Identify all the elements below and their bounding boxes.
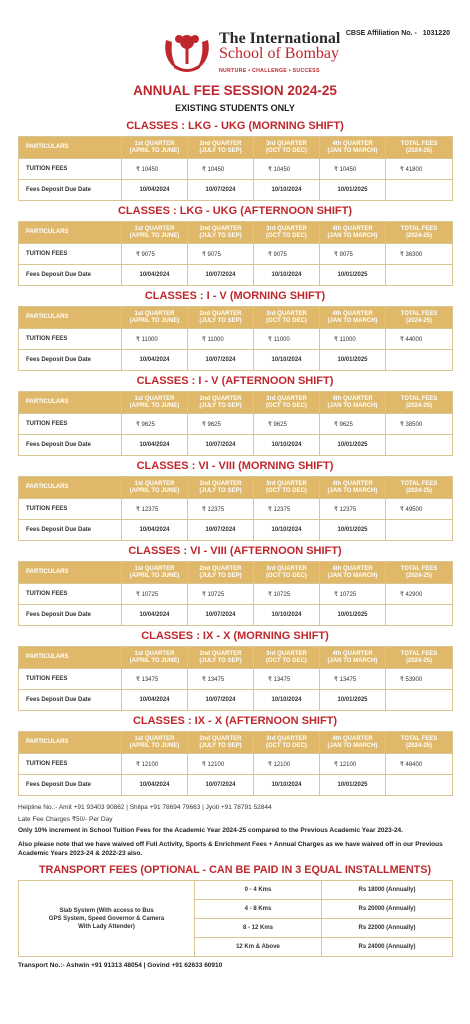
- col-header-line1: TOTAL FEES: [400, 480, 438, 487]
- due-date: 10/10/2024: [254, 690, 320, 711]
- empty-cell: [386, 520, 453, 541]
- due-date: 10/01/2025: [320, 180, 386, 201]
- quarter-fee: ₹ 10725: [122, 584, 188, 605]
- header-row: [19, 222, 453, 244]
- header-row: [19, 307, 453, 329]
- col-header-line2: (JAN TO MARCH): [327, 147, 378, 154]
- col-header-line1: TOTAL FEES: [400, 225, 438, 232]
- col-header-line2: (JULY TO SEP): [199, 402, 242, 409]
- total-fee: ₹ 41800: [386, 159, 453, 180]
- tuition-label: TUITION FEES: [19, 669, 122, 690]
- due-date: 10/04/2024: [122, 265, 188, 286]
- col-header-line1: 3rd QUARTER: [266, 395, 307, 402]
- col-header-line2: (OCT TO DEC): [266, 317, 307, 324]
- quarter-fee: ₹ 10450: [254, 159, 320, 180]
- col-header-5: [386, 222, 453, 244]
- due-date-row: [19, 520, 453, 541]
- col-header-line2: (2024-25): [405, 572, 432, 579]
- col-header-line1: 3rd QUARTER: [266, 565, 307, 572]
- col-header-line1: 2nd QUARTER: [199, 140, 242, 147]
- col-header-line2: (2024-25): [405, 487, 432, 494]
- tuition-row: [19, 329, 453, 350]
- quarter-fee: ₹ 9625: [254, 414, 320, 435]
- fee-table: [18, 561, 453, 626]
- quarter-fee: ₹ 11000: [320, 329, 386, 350]
- fee-table: [18, 136, 453, 201]
- due-date: 10/07/2024: [188, 180, 254, 201]
- due-date: 10/01/2025: [320, 520, 386, 541]
- col-header-5: [386, 477, 453, 499]
- header-row: [19, 562, 453, 584]
- quarter-fee: ₹ 9625: [188, 414, 254, 435]
- col-header-line2: (APRIL TO JUNE): [129, 317, 180, 324]
- quarter-fee: ₹ 13475: [254, 669, 320, 690]
- col-header-4: [320, 647, 386, 669]
- col-header-line2: (OCT TO DEC): [266, 742, 307, 749]
- deposit-label: Fees Deposit Due Date: [19, 690, 122, 711]
- tuition-row: [19, 584, 453, 605]
- col-header-line1: 1st QUARTER: [134, 735, 175, 742]
- col-header-1: [122, 732, 188, 754]
- col-header-4: [320, 392, 386, 414]
- quarter-fee: ₹ 12100: [320, 754, 386, 775]
- col-header-line1: 3rd QUARTER: [266, 225, 307, 232]
- col-header-2: [188, 562, 254, 584]
- due-date-row: [19, 690, 453, 711]
- transport-fee: Rs 18000 (Annually): [322, 881, 453, 900]
- quarter-fee: ₹ 13475: [188, 669, 254, 690]
- total-fee: ₹ 36300: [386, 244, 453, 265]
- due-date: 10/04/2024: [122, 180, 188, 201]
- col-header-4: [320, 222, 386, 244]
- quarter-fee: ₹ 12100: [254, 754, 320, 775]
- class-title: CLASSES : LKG - UKG (MORNING SHIFT): [126, 120, 344, 132]
- distance-range: 4 - 8 Kms: [195, 900, 322, 919]
- total-fee: ₹ 49500: [386, 499, 453, 520]
- quarter-fee: ₹ 9075: [254, 244, 320, 265]
- tagline: NURTURE • CHALLENGE • SUCCESS: [219, 68, 320, 74]
- quarter-fee: ₹ 12100: [188, 754, 254, 775]
- class-title: CLASSES : IX - X (MORNING SHIFT): [141, 630, 329, 642]
- due-date: 10/04/2024: [122, 350, 188, 371]
- tuition-label: TUITION FEES: [19, 414, 122, 435]
- col-header-4: [320, 562, 386, 584]
- col-particulars: PARTICULARS: [19, 137, 122, 159]
- col-header-line2: (APRIL TO JUNE): [129, 572, 180, 579]
- col-header-2: [188, 732, 254, 754]
- due-date: 10/01/2025: [320, 690, 386, 711]
- tuition-row: [19, 159, 453, 180]
- tuition-label: TUITION FEES: [19, 329, 122, 350]
- total-fee: ₹ 44000: [386, 329, 453, 350]
- col-header-line1: TOTAL FEES: [400, 565, 438, 572]
- subtitle: EXISTING STUDENTS ONLY: [175, 103, 295, 113]
- col-header-5: [386, 137, 453, 159]
- due-date: 10/10/2024: [254, 180, 320, 201]
- header: [18, 0, 452, 80]
- due-date-row: [19, 435, 453, 456]
- col-header-line2: (APRIL TO JUNE): [129, 657, 180, 664]
- col-header-3: [254, 647, 320, 669]
- col-header-3: [254, 222, 320, 244]
- col-header-line1: 4th QUARTER: [332, 735, 373, 742]
- due-date-row: [19, 775, 453, 796]
- header-row: [19, 392, 453, 414]
- col-header-line2: (OCT TO DEC): [266, 487, 307, 494]
- affiliation: [346, 30, 450, 37]
- col-header-line1: 2nd QUARTER: [199, 395, 242, 402]
- col-header-line1: 1st QUARTER: [134, 140, 175, 147]
- empty-cell: [386, 605, 453, 626]
- tuition-row: [19, 499, 453, 520]
- col-header-line2: (JAN TO MARCH): [327, 572, 378, 579]
- col-header-line1: 2nd QUARTER: [199, 225, 242, 232]
- transport-table: [18, 880, 453, 957]
- col-header-line1: 3rd QUARTER: [266, 735, 307, 742]
- col-header-line2: (OCT TO DEC): [266, 232, 307, 239]
- col-header-line1: TOTAL FEES: [400, 140, 438, 147]
- due-date: 10/07/2024: [188, 520, 254, 541]
- class-title: CLASSES : I - V (AFTERNOON SHIFT): [136, 375, 334, 387]
- col-header-line1: TOTAL FEES: [400, 650, 438, 657]
- due-date: 10/04/2024: [122, 775, 188, 796]
- due-date: 10/10/2024: [254, 605, 320, 626]
- col-header-line1: TOTAL FEES: [400, 735, 438, 742]
- col-header-3: [254, 137, 320, 159]
- quarter-fee: ₹ 11000: [188, 329, 254, 350]
- quarter-fee: ₹ 9075: [122, 244, 188, 265]
- due-date: 10/01/2025: [320, 265, 386, 286]
- col-header-line1: 1st QUARTER: [134, 650, 175, 657]
- col-header-line2: (JULY TO SEP): [199, 487, 242, 494]
- school-name: [219, 31, 340, 61]
- col-header-2: [188, 137, 254, 159]
- col-header-3: [254, 477, 320, 499]
- col-header-line1: 2nd QUARTER: [199, 480, 242, 487]
- class-title: CLASSES : LKG - UKG (AFTERNOON SHIFT): [117, 205, 353, 217]
- col-header-1: [122, 562, 188, 584]
- increment-note: Only 10% increment in School Tuition Fees for the Academic Year 2024-25 compared to the Previous Academic Year 2023-24.: [18, 827, 403, 834]
- col-header-5: [386, 647, 453, 669]
- due-date: 10/10/2024: [254, 775, 320, 796]
- due-date: 10/01/2025: [320, 350, 386, 371]
- col-header-line2: (JAN TO MARCH): [327, 742, 378, 749]
- col-header-line2: (OCT TO DEC): [266, 402, 307, 409]
- col-header-line2: (JULY TO SEP): [199, 657, 242, 664]
- col-header-1: [122, 307, 188, 329]
- tuition-row: [19, 669, 453, 690]
- quarter-fee: ₹ 10450: [188, 159, 254, 180]
- class-fee-sections: [18, 120, 452, 796]
- col-header-2: [188, 647, 254, 669]
- col-particulars: PARTICULARS: [19, 732, 122, 754]
- quarter-fee: ₹ 10450: [122, 159, 188, 180]
- col-header-line2: (JAN TO MARCH): [327, 657, 378, 664]
- col-header-line1: 1st QUARTER: [134, 395, 175, 402]
- deposit-label: Fees Deposit Due Date: [19, 520, 122, 541]
- col-header-line1: TOTAL FEES: [400, 310, 438, 317]
- waiver-note: Also please note that we have waived off Full Activity, Sports & Enrichment Fees + Annual Charges as we have waived off in our Previous Academic Years 2023-24 & 2022-23 also.: [18, 841, 443, 857]
- col-header-5: [386, 562, 453, 584]
- col-header-3: [254, 562, 320, 584]
- tuition-label: TUITION FEES: [19, 754, 122, 775]
- col-header-3: [254, 392, 320, 414]
- due-date: 10/07/2024: [188, 690, 254, 711]
- col-header-line1: 3rd QUARTER: [266, 310, 307, 317]
- due-date: 10/01/2025: [320, 605, 386, 626]
- tuition-row: [19, 244, 453, 265]
- col-header-line1: 1st QUARTER: [134, 310, 175, 317]
- due-date-row: [19, 180, 453, 201]
- transport-desc-line: With Lady Attender): [78, 923, 135, 930]
- col-header-line2: (2024-25): [405, 402, 432, 409]
- session-title: ANNUAL FEE SESSION 2024-25: [133, 83, 337, 98]
- col-particulars: PARTICULARS: [19, 392, 122, 414]
- quarter-fee: ₹ 9075: [320, 244, 386, 265]
- header-row: [19, 732, 453, 754]
- quarter-fee: ₹ 10450: [320, 159, 386, 180]
- transport-row: [19, 881, 453, 900]
- fee-table: [18, 221, 453, 286]
- col-header-line2: (APRIL TO JUNE): [129, 232, 180, 239]
- col-header-1: [122, 477, 188, 499]
- transport-fee: Rs 20000 (Annually): [322, 900, 453, 919]
- quarter-fee: ₹ 12375: [254, 499, 320, 520]
- col-header-line1: 2nd QUARTER: [199, 310, 242, 317]
- col-header-line1: 4th QUARTER: [332, 225, 373, 232]
- fee-table: [18, 476, 453, 541]
- col-header-line1: 1st QUARTER: [134, 565, 175, 572]
- due-date: 10/10/2024: [254, 435, 320, 456]
- quarter-fee: ₹ 12375: [122, 499, 188, 520]
- col-header-line2: (APRIL TO JUNE): [129, 147, 180, 154]
- fee-table: [18, 646, 453, 711]
- col-header-line1: 2nd QUARTER: [199, 650, 242, 657]
- col-header-3: [254, 307, 320, 329]
- quarter-fee: ₹ 12100: [122, 754, 188, 775]
- col-header-2: [188, 477, 254, 499]
- transport-description: [19, 881, 195, 957]
- quarter-fee: ₹ 11000: [254, 329, 320, 350]
- header-row: [19, 137, 453, 159]
- transport-fee: Rs 22000 (Annually): [322, 919, 453, 938]
- distance-range: 12 Km & Above: [195, 938, 322, 957]
- due-date: 10/01/2025: [320, 775, 386, 796]
- due-date: 10/04/2024: [122, 435, 188, 456]
- quarter-fee: ₹ 10725: [188, 584, 254, 605]
- col-header-line1: 1st QUARTER: [134, 480, 175, 487]
- header-row: [19, 647, 453, 669]
- tuition-label: TUITION FEES: [19, 244, 122, 265]
- due-date: 10/07/2024: [188, 350, 254, 371]
- col-header-line2: (JULY TO SEP): [199, 232, 242, 239]
- due-date: 10/07/2024: [188, 605, 254, 626]
- col-header-line1: 4th QUARTER: [332, 650, 373, 657]
- transport-desc-line: GPS System, Speed Governor & Camera: [48, 915, 165, 922]
- col-header-line1: 3rd QUARTER: [266, 140, 307, 147]
- quarter-fee: ₹ 12375: [188, 499, 254, 520]
- due-date: 10/10/2024: [254, 350, 320, 371]
- quarter-fee: ₹ 10725: [254, 584, 320, 605]
- total-fee: ₹ 48400: [386, 754, 453, 775]
- header-row: [19, 477, 453, 499]
- helpline: Helpline No.:- Amit +91 93403 90862 | Shilpa +91 78694 79663 | Jyoti +91 78791 52844: [18, 804, 272, 811]
- tuition-label: TUITION FEES: [19, 584, 122, 605]
- col-particulars: PARTICULARS: [19, 562, 122, 584]
- col-header-1: [122, 647, 188, 669]
- total-fee: ₹ 53900: [386, 669, 453, 690]
- col-header-line2: (APRIL TO JUNE): [129, 402, 180, 409]
- transport-fee: Rs 24000 (Annually): [322, 938, 453, 957]
- col-header-4: [320, 137, 386, 159]
- school-logo-icon: [160, 30, 214, 76]
- col-header-line1: 4th QUARTER: [332, 565, 373, 572]
- quarter-fee: ₹ 9075: [188, 244, 254, 265]
- quarter-fee: ₹ 12375: [320, 499, 386, 520]
- col-header-line2: (OCT TO DEC): [266, 657, 307, 664]
- quarter-fee: ₹ 10725: [320, 584, 386, 605]
- col-header-line2: (OCT TO DEC): [266, 147, 307, 154]
- deposit-label: Fees Deposit Due Date: [19, 180, 122, 201]
- late-fee: Late Fee Charges ₹50/- Per Day: [18, 816, 113, 823]
- due-date: 10/07/2024: [188, 435, 254, 456]
- col-header-2: [188, 307, 254, 329]
- col-header-2: [188, 392, 254, 414]
- empty-cell: [386, 690, 453, 711]
- quarter-fee: ₹ 9625: [122, 414, 188, 435]
- col-header-5: [386, 732, 453, 754]
- info-notes: [18, 802, 452, 858]
- empty-cell: [386, 775, 453, 796]
- deposit-label: Fees Deposit Due Date: [19, 775, 122, 796]
- col-header-line1: TOTAL FEES: [400, 395, 438, 402]
- due-date: 10/01/2025: [320, 435, 386, 456]
- affiliation-number: 1031220: [422, 30, 450, 37]
- quarter-fee: ₹ 13475: [122, 669, 188, 690]
- col-header-4: [320, 307, 386, 329]
- col-particulars: PARTICULARS: [19, 222, 122, 244]
- due-date: 10/07/2024: [188, 775, 254, 796]
- col-header-2: [188, 222, 254, 244]
- due-date-row: [19, 350, 453, 371]
- col-header-line2: (2024-25): [405, 657, 432, 664]
- col-header-4: [320, 477, 386, 499]
- fee-table: [18, 731, 453, 796]
- empty-cell: [386, 350, 453, 371]
- col-header-1: [122, 137, 188, 159]
- tuition-label: TUITION FEES: [19, 159, 122, 180]
- empty-cell: [386, 180, 453, 201]
- distance-range: 0 - 4 Kms: [195, 881, 322, 900]
- col-header-line2: (JAN TO MARCH): [327, 487, 378, 494]
- due-date: 10/07/2024: [188, 265, 254, 286]
- col-header-line2: (OCT TO DEC): [266, 572, 307, 579]
- col-header-line2: (JAN TO MARCH): [327, 317, 378, 324]
- col-header-line2: (2024-25): [405, 742, 432, 749]
- quarter-fee: ₹ 9625: [320, 414, 386, 435]
- due-date: 10/10/2024: [254, 520, 320, 541]
- col-header-line2: (APRIL TO JUNE): [129, 487, 180, 494]
- fee-table: [18, 391, 453, 456]
- affiliation-label: CBSE Affiliation No. -: [345, 30, 417, 37]
- class-title: CLASSES : VI - VIII (AFTERNOON SHIFT): [128, 545, 342, 557]
- deposit-label: Fees Deposit Due Date: [19, 265, 122, 286]
- col-header-5: [386, 392, 453, 414]
- col-header-line2: (JAN TO MARCH): [327, 402, 378, 409]
- total-fee: ₹ 42900: [386, 584, 453, 605]
- total-fee: ₹ 38500: [386, 414, 453, 435]
- col-header-line1: 4th QUARTER: [332, 140, 373, 147]
- col-header-line1: 3rd QUARTER: [266, 480, 307, 487]
- class-title: CLASSES : VI - VIII (MORNING SHIFT): [136, 460, 334, 472]
- empty-cell: [386, 265, 453, 286]
- col-header-5: [386, 307, 453, 329]
- class-title: CLASSES : I - V (MORNING SHIFT): [144, 290, 326, 302]
- deposit-label: Fees Deposit Due Date: [19, 435, 122, 456]
- class-title: CLASSES : IX - X (AFTERNOON SHIFT): [132, 715, 338, 727]
- col-header-4: [320, 732, 386, 754]
- col-header-line1: 1st QUARTER: [134, 225, 175, 232]
- school-name-line1: The International: [219, 30, 341, 47]
- deposit-label: Fees Deposit Due Date: [19, 605, 122, 626]
- due-date: 10/04/2024: [122, 605, 188, 626]
- due-date: 10/04/2024: [122, 520, 188, 541]
- fee-table: [18, 306, 453, 371]
- transport-desc-line: Slab System (With access to Bus: [59, 907, 154, 914]
- transport-title: TRANSPORT FEES (OPTIONAL - CAN BE PAID IN 3 EQUAL INSTALLMENTS): [38, 864, 432, 876]
- due-date: 10/04/2024: [122, 690, 188, 711]
- col-header-line1: 2nd QUARTER: [199, 735, 242, 742]
- col-header-line2: (JULY TO SEP): [199, 742, 242, 749]
- col-particulars: PARTICULARS: [19, 647, 122, 669]
- due-date: 10/10/2024: [254, 265, 320, 286]
- tuition-row: [19, 414, 453, 435]
- col-header-line2: (JAN TO MARCH): [327, 232, 378, 239]
- col-particulars: PARTICULARS: [19, 307, 122, 329]
- col-header-line1: 4th QUARTER: [332, 310, 373, 317]
- col-header-line2: (2024-25): [405, 317, 432, 324]
- col-header-line1: 2nd QUARTER: [199, 565, 242, 572]
- tuition-row: [19, 754, 453, 775]
- col-header-3: [254, 732, 320, 754]
- col-header-line2: (2024-25): [405, 232, 432, 239]
- quarter-fee: ₹ 11000: [122, 329, 188, 350]
- col-header-line2: (JULY TO SEP): [199, 147, 242, 154]
- empty-cell: [386, 435, 453, 456]
- col-header-line2: (2024-25): [405, 147, 432, 154]
- tuition-label: TUITION FEES: [19, 499, 122, 520]
- distance-range: 8 - 12 Kms: [195, 919, 322, 938]
- col-header-1: [122, 392, 188, 414]
- due-date-row: [19, 265, 453, 286]
- transport-contact: Transport No.:- Ashwin +91 91313 48054 | Govind +91 62633 60910: [18, 962, 223, 969]
- col-header-line2: (JULY TO SEP): [199, 317, 242, 324]
- col-header-line1: 4th QUARTER: [332, 480, 373, 487]
- col-header-line1: 4th QUARTER: [332, 395, 373, 402]
- quarter-fee: ₹ 13475: [320, 669, 386, 690]
- deposit-label: Fees Deposit Due Date: [19, 350, 122, 371]
- due-date-row: [19, 605, 453, 626]
- col-header-line1: 3rd QUARTER: [266, 650, 307, 657]
- school-name-line2: School of Bombay: [219, 45, 339, 62]
- col-header-line2: (JULY TO SEP): [199, 572, 242, 579]
- col-header-line2: (APRIL TO JUNE): [129, 742, 180, 749]
- col-particulars: PARTICULARS: [19, 477, 122, 499]
- col-header-1: [122, 222, 188, 244]
